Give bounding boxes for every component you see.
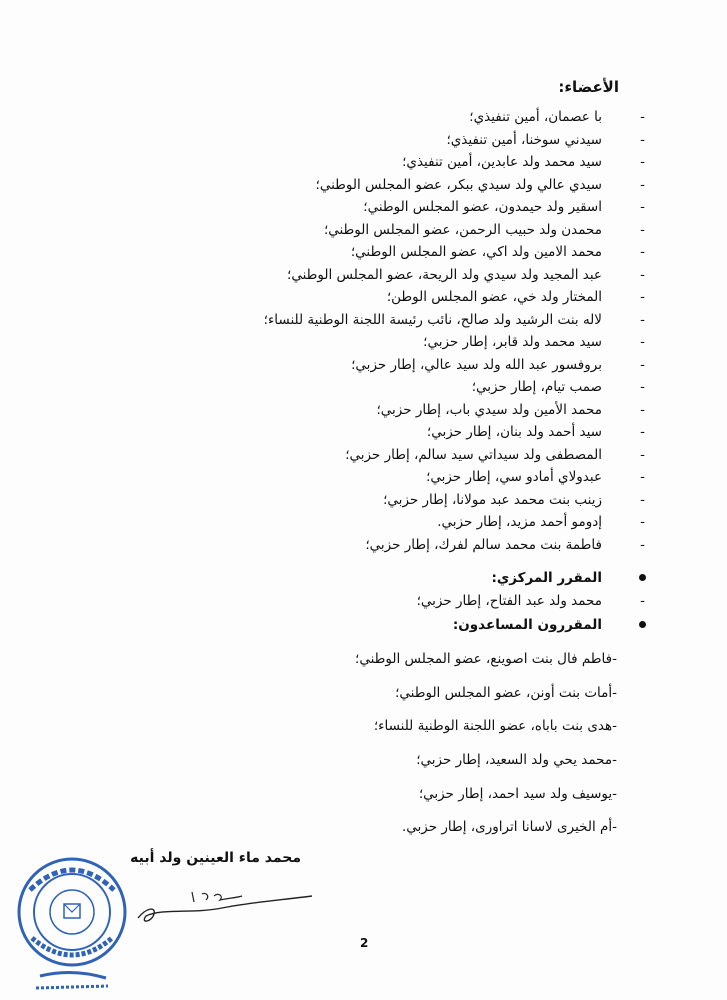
list-item: -يوسيف ولد سيد احمد، إطار حزبي؛ xyxy=(418,786,617,802)
list-item: - زينب بنت محمد عبد مولانا، إطار حزبي؛ xyxy=(383,491,645,508)
bullet-icon xyxy=(639,621,646,628)
list-item: -فاطم فال بنت اصوينع، عضو المجلس الوطني؛ xyxy=(355,651,617,667)
list-item: - سيد محمد ولد عابدين، أمين تنفيذي؛ xyxy=(402,154,645,170)
list-item: -محمد يحي ولد السعيد، إطار حزبي؛ xyxy=(416,752,617,768)
list-item: - عبد المجيد ولد سيدي ولد الريحة، عضو المجلس الوطني؛ xyxy=(287,266,645,283)
list-item: - المختار ولد خي، عضو المجلس الوطن؛ xyxy=(386,289,645,305)
list-item: - محمد الأمين ولد سيدي باب، إطار حزبي؛ xyxy=(376,401,645,418)
list-item: - المصطفى ولد سيداتي سيد سالم، إطار حزبي؛ xyxy=(345,446,645,463)
list-item: - سيد محمد ولد قابر، إطار حزبي؛ xyxy=(423,334,645,350)
party-stamp-icon xyxy=(10,850,135,995)
page-number: 2 xyxy=(360,936,369,950)
list-item: - محمد ولد عبد الفتاح، إطار حزبي؛ xyxy=(416,593,645,609)
list-item: - با عصمان، أمين تنفيذي؛ xyxy=(469,109,645,125)
list-item: -أم الخيرى لاسانا اتراورى، إطار حزبي. xyxy=(402,819,617,835)
list-item: -أمات بنت أونن، عضو المجلس الوطني؛ xyxy=(395,685,617,701)
list-item: - عبدولاي أمادو سي، إطار حزبي؛ xyxy=(426,469,645,485)
list-item: - فاطمة بنت محمد سالم لفرك، إطار حزبي؛ xyxy=(365,536,645,553)
list-item: - اسقير ولد حيمدون، عضو المجلس الوطني؛ xyxy=(363,199,645,215)
list-item: - محمدن ولد حبيب الرحمن، عضو المجلس الوطني؛ xyxy=(323,221,645,238)
list-item: - إدومو أحمد مزيد، إطار حزبي. xyxy=(437,514,645,530)
assistant-rapporteurs-heading: المقررون المساعدون: xyxy=(453,616,602,634)
list-item: - سيدي عالي ولد سيدي ببكر، عضو المجلس الوطني؛ xyxy=(315,176,645,193)
central-rapporteur-heading: المقرر المركزي: xyxy=(492,569,603,587)
list-item: - بروفسور عبد الله ولد سيد عالي، إطار حزبي؛ xyxy=(351,356,645,373)
list-item: - سيد أحمد ولد بنان، إطار حزبي؛ xyxy=(426,424,645,440)
list-item: -هدى بنت باباه، عضو اللجنة الوطنية للنساء؛ xyxy=(373,718,617,734)
bullet-icon xyxy=(639,574,646,581)
signer-name: محمد ماء العينين ولد أبيه xyxy=(130,850,301,866)
list-item: - لاله بنت الرشيد ولد صالح، نائب رئيسة اللجنة الوطنية للنساء؛ xyxy=(263,311,645,328)
list-item: - سيدني سوخنا، أمين تنفيذي؛ xyxy=(446,131,645,148)
list-item: - محمد الامين ولد اكي، عضو المجلس الوطني؛ xyxy=(350,244,645,260)
handwritten-signature xyxy=(132,878,317,933)
list-item: - صمب تيام، إطار حزبي؛ xyxy=(471,379,645,395)
members-heading: الأعضاء: xyxy=(558,78,619,96)
